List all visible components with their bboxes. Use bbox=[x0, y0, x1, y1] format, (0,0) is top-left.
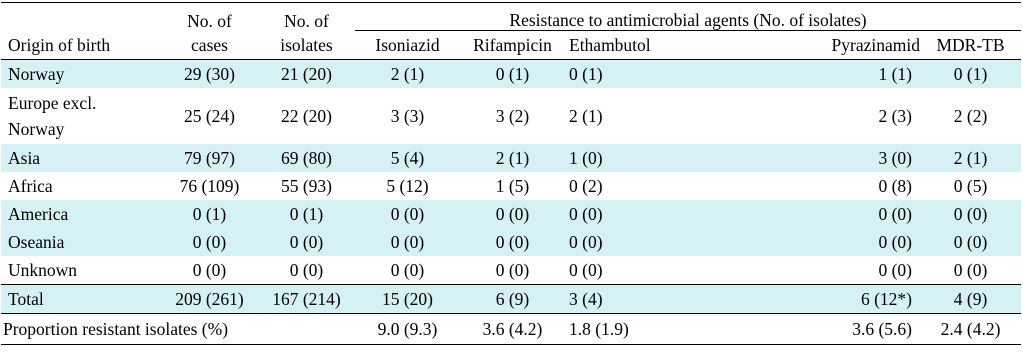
header-rifampicin: Rifampicin bbox=[460, 31, 565, 60]
ethambutol-cell: 0 (0) bbox=[565, 200, 670, 228]
mdr-tb-cell: 0 (0) bbox=[953, 260, 988, 280]
origin-line2: Norway bbox=[8, 119, 65, 139]
cases-cell: 0 (1) bbox=[161, 200, 258, 228]
pyrazinamid-cell: 0 (8) bbox=[878, 176, 912, 196]
isolates-cell: 0 (0) bbox=[258, 228, 355, 256]
proportion-isoniazid: 9.0 (9.3) bbox=[355, 314, 460, 345]
table-row bbox=[1, 172, 1021, 200]
header-ethambutol: Ethambutol bbox=[565, 31, 670, 60]
header-isolates-line1: No. of bbox=[258, 3, 355, 31]
ethambutol-cell: 0 (2) bbox=[569, 176, 603, 196]
header-resistance-group: Resistance to antimicrobial agents (No. of isolates) bbox=[355, 3, 1021, 31]
isoniazid-cell: 5 (4) bbox=[355, 144, 460, 172]
ethambutol-cell: 0 (0) bbox=[569, 260, 603, 280]
proportion-label: Proportion resistant isolates (%) bbox=[1, 314, 355, 345]
pyrazinamid-cell: 0 (0) bbox=[670, 228, 920, 256]
pyrazinamid-cell: 3 (0) bbox=[670, 144, 920, 172]
table-row bbox=[1, 88, 1021, 144]
header-mdr-tb: MDR-TB bbox=[920, 31, 1021, 60]
rifampicin-cell: 0 (1) bbox=[460, 60, 565, 89]
pyrazinamid-cell: 2 (3) bbox=[878, 106, 912, 126]
isoniazid-cell: 2 (1) bbox=[355, 60, 460, 89]
ethambutol-cell: 1 (0) bbox=[565, 144, 670, 172]
isoniazid-cell: 5 (12) bbox=[386, 176, 429, 196]
total-isoniazid: 15 (20) bbox=[355, 285, 460, 314]
mdr-tb-cell: 2 (1) bbox=[920, 144, 1021, 172]
header-row-2 bbox=[1, 31, 1021, 60]
total-pyrazinamid: 6 (12*) bbox=[670, 285, 920, 314]
pyrazinamid-cell: 0 (0) bbox=[670, 200, 920, 228]
rifampicin-cell: 3 (2) bbox=[495, 106, 530, 126]
cases-cell: 0 (0) bbox=[192, 260, 227, 280]
proportion-rifampicin: 3.6 (4.2) bbox=[460, 314, 565, 345]
mdr-tb-cell: 0 (0) bbox=[920, 228, 1021, 256]
pyrazinamid-cell: 1 (1) bbox=[670, 60, 920, 89]
total-ethambutol: 3 (4) bbox=[565, 285, 670, 314]
isolates-cell: 0 (1) bbox=[258, 200, 355, 228]
isolates-cell: 0 (0) bbox=[289, 260, 324, 280]
origin-cell: America bbox=[1, 200, 161, 228]
isoniazid-cell: 0 (0) bbox=[355, 200, 460, 228]
header-isolates-line2: isolates bbox=[258, 31, 355, 60]
isoniazid-cell: 0 (0) bbox=[355, 228, 460, 256]
cases-cell: 25 (24) bbox=[183, 106, 236, 126]
mdr-tb-cell: 0 (5) bbox=[953, 176, 988, 196]
header-row-1 bbox=[1, 3, 1021, 31]
table-row bbox=[1, 228, 1021, 256]
origin-line1: Europe excl. bbox=[8, 93, 97, 113]
origin-cell: Africa bbox=[8, 176, 53, 196]
table-row bbox=[1, 60, 1021, 89]
mdr-tb-cell: 2 (2) bbox=[953, 106, 988, 126]
cases-cell: 76 (109) bbox=[179, 176, 240, 196]
table-row bbox=[1, 200, 1021, 228]
table-row bbox=[1, 256, 1021, 285]
origin-cell: Unknown bbox=[8, 260, 78, 280]
origin-cell bbox=[1, 88, 161, 144]
origin-cell: Oseania bbox=[1, 228, 161, 256]
ethambutol-cell: 2 (1) bbox=[569, 106, 603, 126]
total-label: Total bbox=[1, 285, 161, 314]
mdr-tb-cell: 0 (1) bbox=[920, 60, 1021, 89]
rifampicin-cell: 0 (0) bbox=[460, 228, 565, 256]
rifampicin-cell: 1 (5) bbox=[495, 176, 530, 196]
isolates-cell: 22 (20) bbox=[280, 106, 333, 126]
proportion-row bbox=[1, 314, 1021, 345]
isoniazid-cell: 3 (3) bbox=[390, 106, 425, 126]
header-blank bbox=[1, 3, 161, 31]
ethambutol-cell: 0 (1) bbox=[565, 60, 670, 89]
proportion-pyrazinamid: 3.6 (5.6) bbox=[670, 314, 920, 345]
header-isoniazid: Isoniazid bbox=[355, 31, 460, 60]
rifampicin-cell: 0 (0) bbox=[460, 200, 565, 228]
total-isolates: 167 (214) bbox=[258, 285, 355, 314]
pyrazinamid-cell: 0 (0) bbox=[878, 260, 912, 280]
total-row bbox=[1, 285, 1021, 314]
table-row bbox=[1, 144, 1021, 172]
ethambutol-cell: 0 (0) bbox=[565, 228, 670, 256]
isolates-cell: 55 (93) bbox=[280, 176, 333, 196]
mdr-tb-cell: 0 (0) bbox=[920, 200, 1021, 228]
total-cases: 209 (261) bbox=[161, 285, 258, 314]
proportion-mdr-tb: 2.4 (4.2) bbox=[920, 314, 1021, 345]
total-mdr-tb: 4 (9) bbox=[920, 285, 1021, 314]
origin-cell: Asia bbox=[1, 144, 161, 172]
isoniazid-cell: 0 (0) bbox=[390, 260, 425, 280]
cases-cell: 79 (97) bbox=[161, 144, 258, 172]
isolates-cell: 21 (20) bbox=[258, 60, 355, 89]
total-rifampicin: 6 (9) bbox=[460, 285, 565, 314]
rifampicin-cell: 0 (0) bbox=[495, 260, 530, 280]
resistance-table bbox=[1, 2, 1021, 345]
header-origin: Origin of birth bbox=[1, 31, 161, 60]
origin-cell: Norway bbox=[1, 60, 161, 89]
rifampicin-cell: 2 (1) bbox=[460, 144, 565, 172]
isolates-cell: 69 (80) bbox=[258, 144, 355, 172]
header-cases-line2: cases bbox=[161, 31, 258, 60]
header-pyrazinamid: Pyrazinamid bbox=[670, 31, 920, 60]
header-cases-line1: No. of bbox=[161, 3, 258, 31]
cases-cell: 0 (0) bbox=[161, 228, 258, 256]
proportion-ethambutol: 1.8 (1.9) bbox=[565, 314, 670, 345]
cases-cell: 29 (30) bbox=[161, 60, 258, 89]
